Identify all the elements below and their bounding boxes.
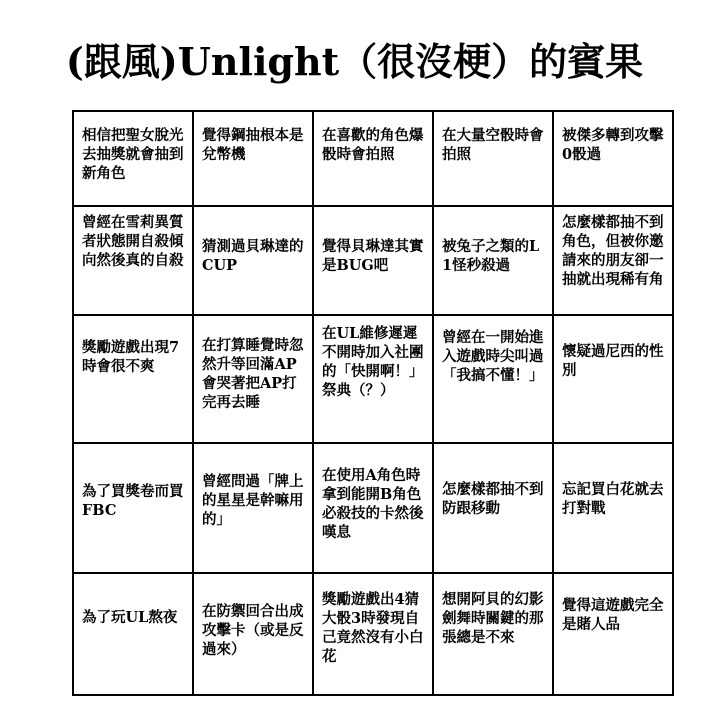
- bingo-cell: 在喜歡的角色爆骰時會拍照: [313, 111, 433, 206]
- bingo-cell: 猜測過貝琳達的CUP: [193, 206, 313, 315]
- bingo-cell: 怎麼樣都抽不到防跟移動: [433, 443, 553, 573]
- bingo-row: [73, 443, 673, 573]
- bingo-row: [73, 111, 673, 206]
- bingo-cell: 被傑多轉到攻擊0骰過: [553, 111, 673, 206]
- bingo-board: [72, 110, 674, 696]
- bingo-cell: 覺得這遊戲完全是賭人品: [553, 573, 673, 695]
- bingo-row: [73, 206, 673, 315]
- bingo-cell: 覺得貝琳達其實是BUG吧: [313, 206, 433, 315]
- bingo-cell: 為了玩UL熬夜: [73, 573, 193, 695]
- bingo-cell: 忘記買白花就去打對戰: [553, 443, 673, 573]
- bingo-cell: 在防禦回合出成攻擊卡（或是反過來）: [193, 573, 313, 695]
- bingo-cell: 在使用A角色時拿到能開B角色必殺技的卡然後嘆息: [313, 443, 433, 573]
- bingo-cell: 曾經問過「牌上的星星是幹嘛用的」: [193, 443, 313, 573]
- bingo-cell: 覺得鋼抽根本是兌幣機: [193, 111, 313, 206]
- bingo-cell: 在打算睡覺時忽然升等回滿AP會哭著把AP打完再去睡: [193, 315, 313, 442]
- bingo-cell: 被兔子之類的L1怪秒殺過: [433, 206, 553, 315]
- bingo-cell: 獎勵遊戲出4猜大骰3時發現自己竟然沒有小白花: [313, 573, 433, 695]
- bingo-cell: 曾經在一開始進入遊戲時尖叫過「我搞不懂！」: [433, 315, 553, 442]
- bingo-cell: 想開阿貝的幻影劍舞時關鍵的那張總是不來: [433, 573, 553, 695]
- bingo-row: [73, 315, 673, 442]
- bingo-cell: 在大量空骰時會拍照: [433, 111, 553, 206]
- bingo-cell: 懷疑過尼西的性別: [553, 315, 673, 442]
- bingo-cell: 怎麼樣都抽不到角色，但被你邀請來的朋友卻一抽就出現稀有角: [553, 206, 673, 315]
- bingo-cell: 在UL維修遲遲不開時加入社團的「快開啊！」祭典（？）: [313, 315, 433, 442]
- bingo-cell: 相信把聖女脫光去抽獎就會抽到新角色: [73, 111, 193, 206]
- page-title: (跟風)Unlight（很沒梗）的賓果: [65, 39, 644, 84]
- bingo-cell: 曾經在雪莉異質者狀態開自殺傾向然後真的自殺: [73, 206, 193, 315]
- bingo-row: [73, 573, 673, 695]
- bingo-cell: 為了買獎卷而買FBC: [73, 443, 193, 573]
- bingo-cell: 獎勵遊戲出現7時會很不爽: [73, 315, 193, 442]
